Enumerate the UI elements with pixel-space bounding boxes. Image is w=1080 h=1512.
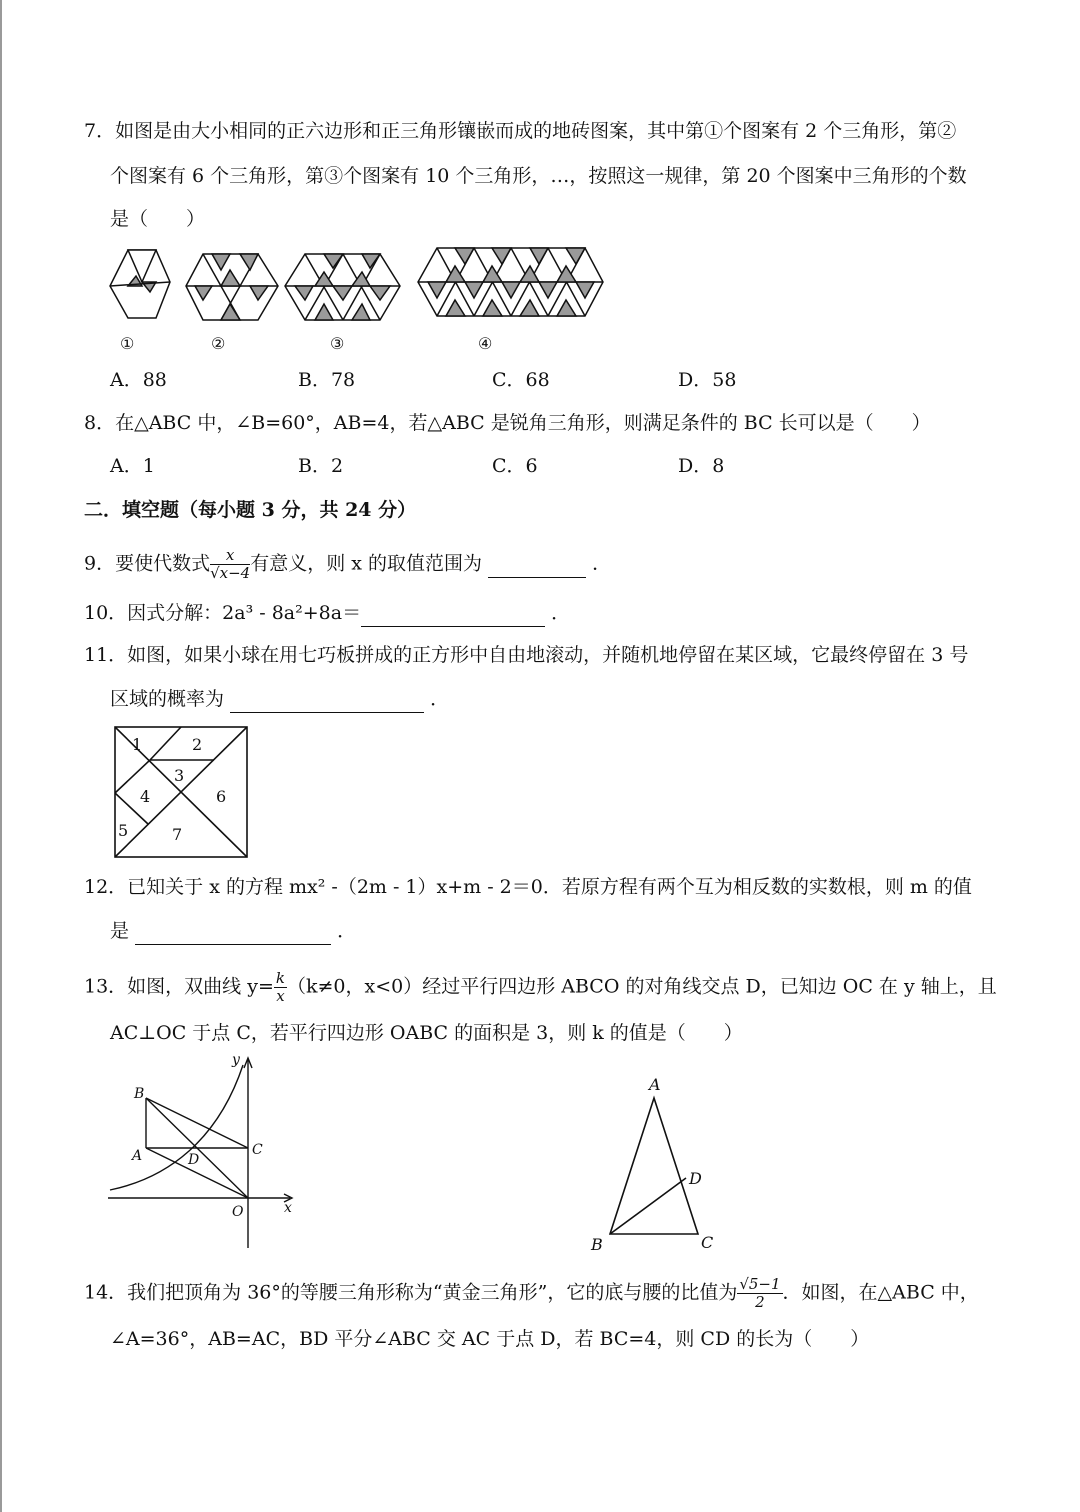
q7-line-2: 个图案有 6 个三角形，第③个图案有 10 个三角形，…，按照这一规律，第 20 个图案中三角形的个数 xyxy=(110,165,967,187)
q11-tangram-figure xyxy=(114,726,248,860)
q9-pre: 9．要使代数式 xyxy=(84,552,211,575)
q8-option-d[interactable]: D．8 xyxy=(678,455,725,477)
q13-label-d: D xyxy=(188,1152,200,1168)
q12-line-2 xyxy=(110,918,356,945)
q7-option-b[interactable]: B．78 xyxy=(298,369,356,391)
tangram-region-7: 7 xyxy=(172,825,183,844)
q10-line xyxy=(84,600,570,627)
page-left-edge xyxy=(0,0,2,1512)
q13-line-2: AC⊥OC 于点 C，若平行四边形 OABC 的面积是 3，则 k 的值是（ ） xyxy=(110,1022,743,1044)
q14-fraction xyxy=(737,1276,782,1311)
q9-answer-blank[interactable] xyxy=(488,551,586,578)
q9-numerator: x xyxy=(210,547,250,565)
q7-fig-label-2: ② xyxy=(211,334,226,353)
q12-end: ． xyxy=(337,920,357,942)
q7-fig-label-1: ① xyxy=(120,334,135,353)
q13-label-y: y xyxy=(232,1052,240,1068)
q14-pre: 14．我们把顶角为 36°的等腰三角形称为“黄金三角形”，它的底与腰的比值为 xyxy=(84,1281,738,1304)
q13-denominator: x xyxy=(276,987,285,1005)
tangram-region-4: 4 xyxy=(140,787,151,806)
q13-numerator: k xyxy=(275,969,285,987)
q11-answer-blank[interactable] xyxy=(230,686,424,713)
q13-pre: 13．如图，双曲线 y= xyxy=(84,975,274,998)
q7-line-3: 是（ ） xyxy=(110,208,206,230)
q13-post: （k≠0，x<0）经过平行四边形 ABCO 的对角线交点 D，已知边 OC 在 y 轴上，且 xyxy=(286,975,997,998)
q13-line-1 xyxy=(84,970,997,1005)
q9-denominator: √x−4 xyxy=(210,564,251,582)
q14-line-2: ∠A=36°，AB=AC，BD 平分∠ABC 交 AC 于点 D，若 BC=4，则 CD 的长为（ ） xyxy=(110,1328,870,1350)
q10-pre: 10．因式分解：2a³ - 8a²+8a＝ xyxy=(84,602,362,624)
q7-fig-label-3: ③ xyxy=(330,334,345,353)
q7-option-a[interactable]: A．88 xyxy=(110,369,167,391)
q7-option-d[interactable]: D．58 xyxy=(678,369,737,391)
q8-option-b[interactable]: B．2 xyxy=(298,455,344,477)
q11-line-2-text: 区域的概率为 xyxy=(110,688,225,710)
q12-line-1: 12．已知关于 x 的方程 mx² -（2m - 1）x+m - 2＝0．若原方程有两个互为相反数的实数根，则 m 的值 xyxy=(84,876,972,898)
tangram-region-3: 3 xyxy=(174,766,185,785)
q7-tile-patterns-figure xyxy=(100,240,620,335)
q8-stem: 8．在△ABC 中，∠B=60°，AB=4，若△ABC 是锐角三角形，则满足条件的 BC 长可以是（ ） xyxy=(84,412,931,434)
q14-label-c: C xyxy=(701,1233,714,1252)
q13-label-x: x xyxy=(284,1200,292,1216)
q11-line-1: 11．如图，如果小球在用七巧板拼成的正方形中自由地滚动，并随机地停留在某区域，它最终停留在 3 号 xyxy=(84,644,969,666)
tangram-region-6: 6 xyxy=(216,787,227,806)
q13-hyperbola-figure xyxy=(108,1050,298,1250)
q14-label-a: A xyxy=(649,1075,661,1094)
q12-answer-blank[interactable] xyxy=(135,918,331,945)
q14-label-d: D xyxy=(689,1169,702,1188)
q9-fraction xyxy=(210,547,250,582)
q13-label-a: A xyxy=(132,1148,143,1164)
q14-label-b: B xyxy=(591,1235,603,1254)
q14-post: ．如图，在△ABC 中， xyxy=(782,1281,979,1304)
q14-line-1 xyxy=(84,1276,979,1311)
q7-line-1: 7．如图是由大小相同的正六边形和正三角形镶嵌而成的地砖图案，其中第①个图案有 2 个三角形，第② xyxy=(84,120,957,142)
tangram-region-1: 1 xyxy=(132,735,143,754)
q9-end: ． xyxy=(592,552,612,575)
q14-denominator: 2 xyxy=(755,1293,765,1311)
q9-line xyxy=(84,547,611,582)
section-2-title: 二．填空题（每小题 3 分，共 24 分） xyxy=(84,499,417,521)
q11-line-2 xyxy=(110,686,449,713)
q13-label-o: O xyxy=(232,1204,244,1220)
q14-numerator: √5−1 xyxy=(739,1275,781,1293)
q14-triangle-figure xyxy=(585,1070,725,1255)
q10-answer-blank[interactable] xyxy=(361,600,545,627)
q13-label-c: C xyxy=(252,1142,263,1158)
tangram-region-2: 2 xyxy=(192,735,203,754)
q10-end: ． xyxy=(551,602,571,624)
q7-option-c[interactable]: C．68 xyxy=(492,369,550,391)
q8-option-c[interactable]: C．6 xyxy=(492,455,538,477)
q9-post: 有意义，则 x 的取值范围为 xyxy=(250,552,483,575)
q12-line-2-text: 是 xyxy=(110,920,130,942)
tangram-region-5: 5 xyxy=(118,821,129,840)
q13-fraction xyxy=(274,970,287,1005)
q11-end: ． xyxy=(430,688,450,710)
q13-label-b: B xyxy=(134,1086,145,1102)
q8-option-a[interactable]: A．1 xyxy=(110,455,155,477)
q7-fig-label-4: ④ xyxy=(478,334,493,353)
